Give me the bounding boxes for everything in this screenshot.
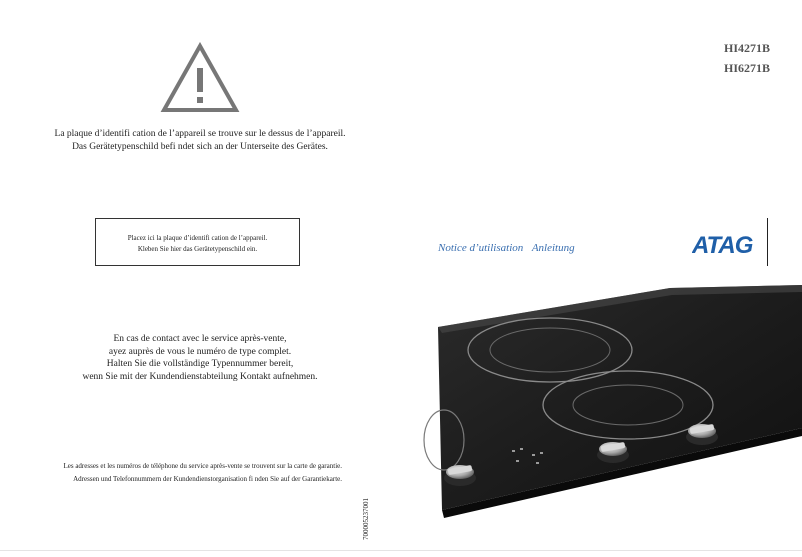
- label-box-de: Kleben Sie hier das Gerätetypenschild ein.: [137, 245, 258, 253]
- manual-title-fr: Notice d’utilisation: [438, 242, 524, 254]
- service-line-1: En cas de contact avec le service après-vente,: [113, 334, 287, 344]
- page-bottom-divider: [0, 550, 802, 551]
- plate-notice-de: Das Gerätetypenschild befi ndet sich an der Unterseite des Gerätes.: [72, 142, 328, 152]
- service-line-3: Halten Sie die vollständige Typennummer bereit,: [106, 359, 294, 369]
- footer-note-fr: Les adresses et les numéros de téléphone du service après-vente se trouvent sur la carte de garantie.: [63, 462, 342, 470]
- brand-divider: [767, 218, 768, 266]
- cooktop-photo: [420, 280, 802, 520]
- atag-logo: [692, 232, 768, 256]
- footer-note-de: Adressen und Telefonnummern der Kundendienstorganisation fi nden Sie auf der Garantiekarte.: [73, 475, 342, 483]
- manual-title: [438, 242, 581, 254]
- model-number-2: HI6271B: [723, 61, 770, 75]
- document-number: [362, 470, 372, 540]
- model-numbers: [724, 38, 770, 78]
- plate-location-notice: [40, 128, 360, 154]
- warranty-footer-notes: [20, 460, 342, 486]
- service-line-4: wenn Sie mit der Kundendienstabteilung Kontakt aufnehmen.: [82, 371, 318, 382]
- model-number-1: HI4271B: [723, 41, 770, 55]
- service-contact-notice: [40, 333, 360, 383]
- brand-logo-text: ATAG: [692, 232, 753, 256]
- rating-plate-label-box: [95, 218, 300, 266]
- plate-notice-fr: La plaque d’identifi cation de l’appareil se trouve sur le dessus de l’appareil.: [54, 129, 346, 139]
- document-number-text: 700005237001: [362, 498, 370, 540]
- label-box-fr: Placez ici la plaque d’identifi cation de l’appareil.: [127, 234, 268, 242]
- service-line-2: ayez auprès de vous le numéro de type complet.: [108, 346, 292, 357]
- manual-title-de: Anleitung: [531, 242, 575, 254]
- warning-triangle-icon: [160, 42, 240, 114]
